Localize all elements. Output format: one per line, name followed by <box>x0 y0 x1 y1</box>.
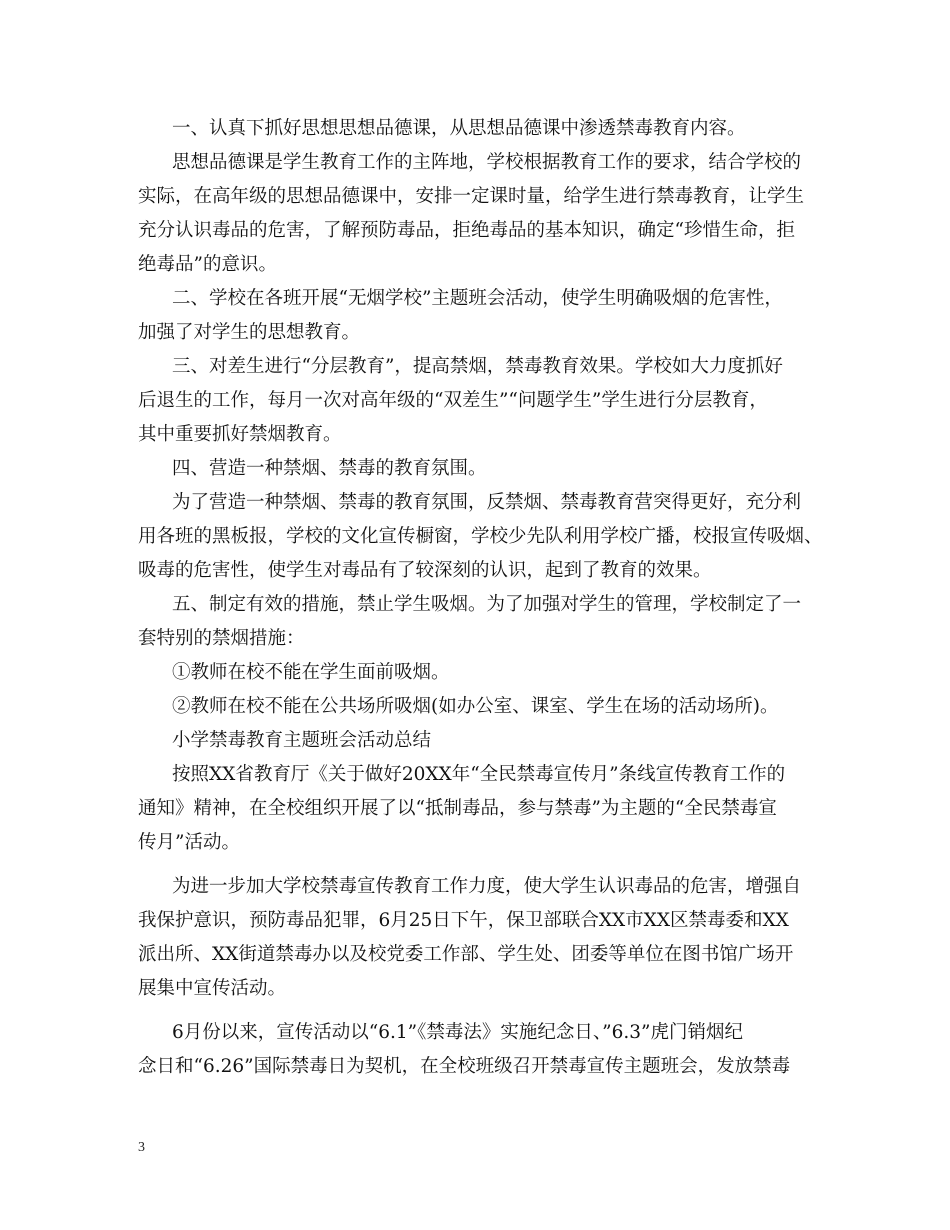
paragraph-line: 绝毒品”的意识。 <box>138 254 277 275</box>
paragraph-line: 套特别的禁烟措施： <box>138 628 305 649</box>
paragraph-line: 用各班的黑板报，学校的文化宣传橱窗，学校少先队利用学校广播，校报宣传吸烟、 <box>138 526 823 547</box>
list-item-line: ②教师在校不能在公共场所吸烟(如办公室、课室、学生在场的活动场所)。 <box>172 696 779 717</box>
paragraph-line: 后退生的工作，每月一次对高年级的“双差生”“问题学生”学生进行分层教育， <box>138 390 768 411</box>
section-heading: 小学禁毒教育主题班会活动总结 <box>172 730 432 751</box>
paragraph-line: 为进一步加大学校禁毒宣传教育工作力度，使大学生认识毒品的危害，增强自 <box>172 876 802 897</box>
paragraph-line: 其中重要抓好禁烟教育。 <box>138 424 342 445</box>
paragraph-line: 通知》精神，在全校组织开展了以“抵制毒品，参与禁毒”为主题的“全民禁毒宣 <box>138 798 777 819</box>
paragraph-line: 6月份以来，宣传活动以“6.1”《禁毒法》实施纪念日、”6.3”虎门销烟纪 <box>172 1022 743 1043</box>
paragraph-line: 念日和“6.26”国际禁毒日为契机，在全校班级召开禁毒宣传主题班会，发放禁毒 <box>138 1056 791 1077</box>
paragraph-line: 吸毒的危害性，使学生对毒品有了较深刻的认识，起到了教育的效果。 <box>138 560 712 581</box>
paragraph-line: 三、对差生进行“分层教育”，提高禁烟，禁毒教育效果。学校如大力度抓好 <box>172 356 783 377</box>
paragraph-line: 实际，在高年级的思想品德课中，安排一定课时量，给学生进行禁毒教育，让学生 <box>138 186 805 207</box>
paragraph-line: 思想品德课是学生教育工作的主阵地，学校根据教育工作的要求，结合学校的 <box>172 152 802 173</box>
paragraph-line: 加强了对学生的思想教育。 <box>138 322 361 343</box>
paragraph-line: 传月”活动。 <box>138 832 240 853</box>
list-item-line: ①教师在校不能在学生面前吸烟。 <box>172 662 450 683</box>
paragraph-line: 为了营造一种禁烟、禁毒的教育氛围，反禁烟、禁毒教育营突得更好，充分利 <box>172 492 802 513</box>
paragraph-line: 一、认真下抓好思想思想品德课，从思想品德课中渗透禁毒教育内容。 <box>172 118 746 139</box>
paragraph-line: 二、学校在各班开展“无烟学校”主题班会活动，使学生明确吸烟的危害性， <box>172 288 783 309</box>
page-number: 3 <box>138 1140 145 1155</box>
paragraph-line: 展集中宣传活动。 <box>138 978 287 999</box>
paragraph-line: 我保护意识，预防毒品犯罪，6月25日下午，保卫部联合XX市XX区禁毒委和XX <box>138 910 789 931</box>
paragraph-line: 充分认识毒品的危害，了解预防毒品，拒绝毒品的基本知识，确定“珍惜生命，拒 <box>138 220 795 241</box>
paragraph-line: 派出所、XX街道禁毒办以及校党委工作部、学生处、团委等单位在图书馆广场开 <box>138 944 794 965</box>
paragraph-line: 四、营造一种禁烟、禁毒的教育氛围。 <box>172 458 487 479</box>
paragraph-line: 五、制定有效的措施，禁止学生吸烟。为了加强对学生的管理，学校制定了一 <box>172 594 802 615</box>
paragraph-line: 按照XX省教育厅《关于做好20XX年“全民禁毒宣传月”条线宣传教育工作的 <box>172 764 786 785</box>
